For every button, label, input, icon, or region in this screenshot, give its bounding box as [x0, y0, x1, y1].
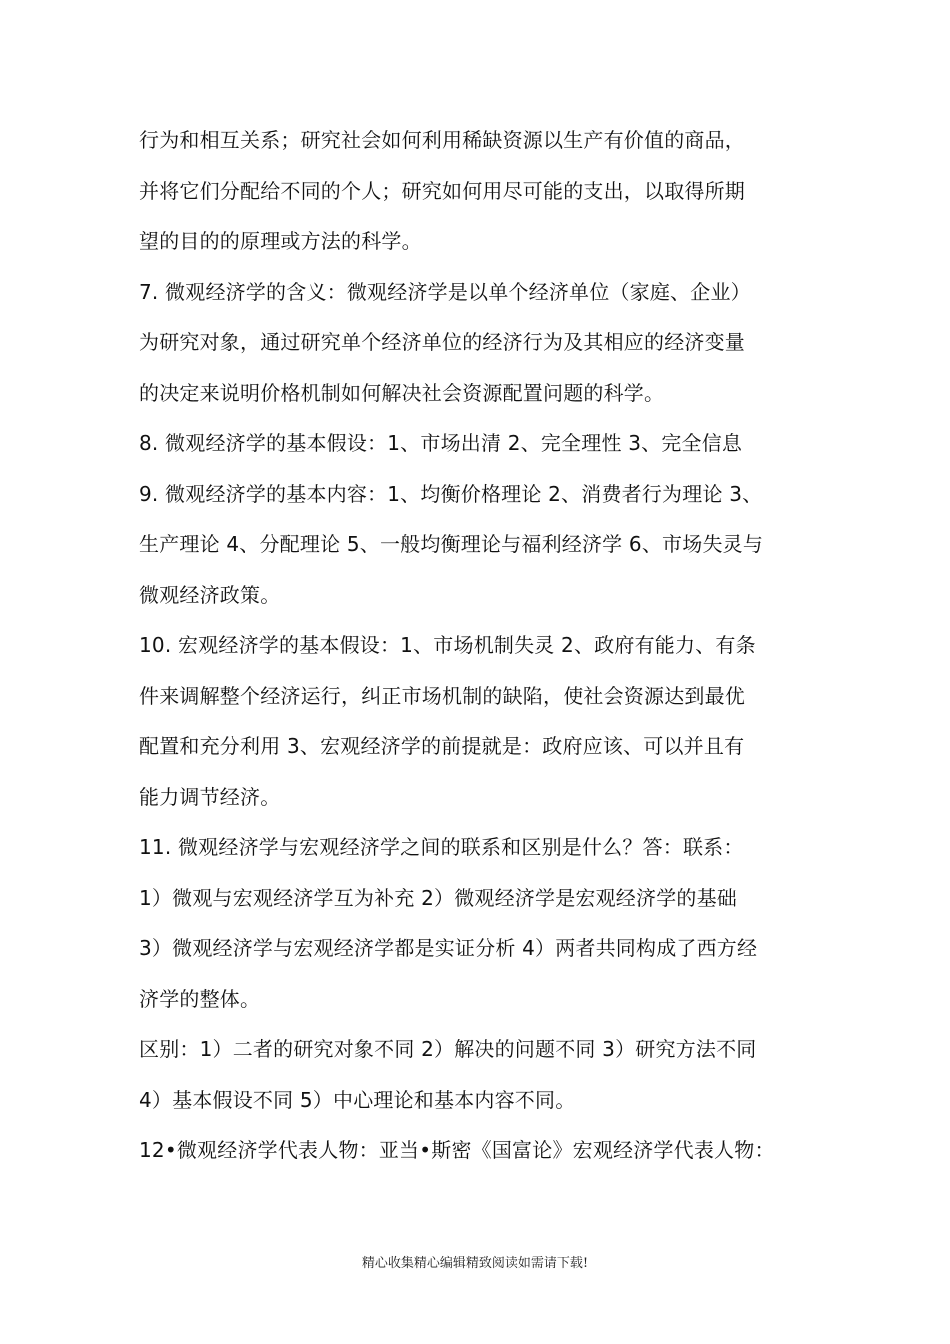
text-line: 生产理论 4、分配理论 5、一般均衡理论与福利经济学 6、市场失灵与	[139, 532, 764, 556]
text-line: 9. 微观经济学的基本内容：1、均衡价格理论 2、消费者行为理论 3、	[139, 482, 763, 506]
text-line: 件来调解整个经济运行，纠正市场机制的缺陷，使社会资源达到最优	[139, 684, 745, 708]
text-line: 济学的整体。	[139, 987, 261, 1011]
text-line: 并将它们分配给不同的个人；研究如何用尽可能的支出，以取得所期	[139, 179, 745, 203]
text-line: 12•微观经济学代表人物：亚当•斯密《国富论》宏观经济学代表人物：	[139, 1138, 775, 1162]
text-line: 为研究对象，通过研究单个经济单位的经济行为及其相应的经济变量	[139, 330, 745, 354]
text-line: 11. 微观经济学与宏观经济学之间的联系和区别是什么？答：联系：	[139, 835, 744, 859]
text-line: 区别：1）二者的研究对象不同 2）解决的问题不同 3）研究方法不同	[139, 1037, 757, 1061]
text-line: 10. 宏观经济学的基本假设：1、市场机制失灵 2、政府有能力、有条	[139, 633, 756, 657]
text-line: 配置和充分利用 3、宏观经济学的前提就是：政府应该、可以并且有	[139, 734, 745, 758]
text-line: 4）基本假设不同 5）中心理论和基本内容不同。	[139, 1088, 576, 1112]
text-line: 3）微观经济学与宏观经济学都是实证分析 4）两者共同构成了西方经	[139, 936, 758, 960]
text-line: 微观经济政策。	[139, 583, 281, 607]
text-line: 8. 微观经济学的基本假设：1、市场出清 2、完全理性 3、完全信息	[139, 431, 743, 455]
page-footer: 精心收集精心编辑精致阅读如需请下载!	[361, 1256, 589, 1271]
text-line: 望的目的的原理或方法的科学。	[139, 229, 422, 253]
text-line: 7. 微观经济学的含义：微观经济学是以单个经济单位（家庭、企业）	[139, 280, 751, 304]
text-line: 行为和相互关系；研究社会如何利用稀缺资源以生产有价值的商品，	[139, 128, 745, 152]
text-line: 1）微观与宏观经济学互为补充 2）微观经济学是宏观经济学的基础	[139, 886, 738, 910]
text-line: 的决定来说明价格机制如何解决社会资源配置问题的科学。	[139, 381, 665, 405]
text-line: 能力调节经济。	[139, 785, 281, 809]
